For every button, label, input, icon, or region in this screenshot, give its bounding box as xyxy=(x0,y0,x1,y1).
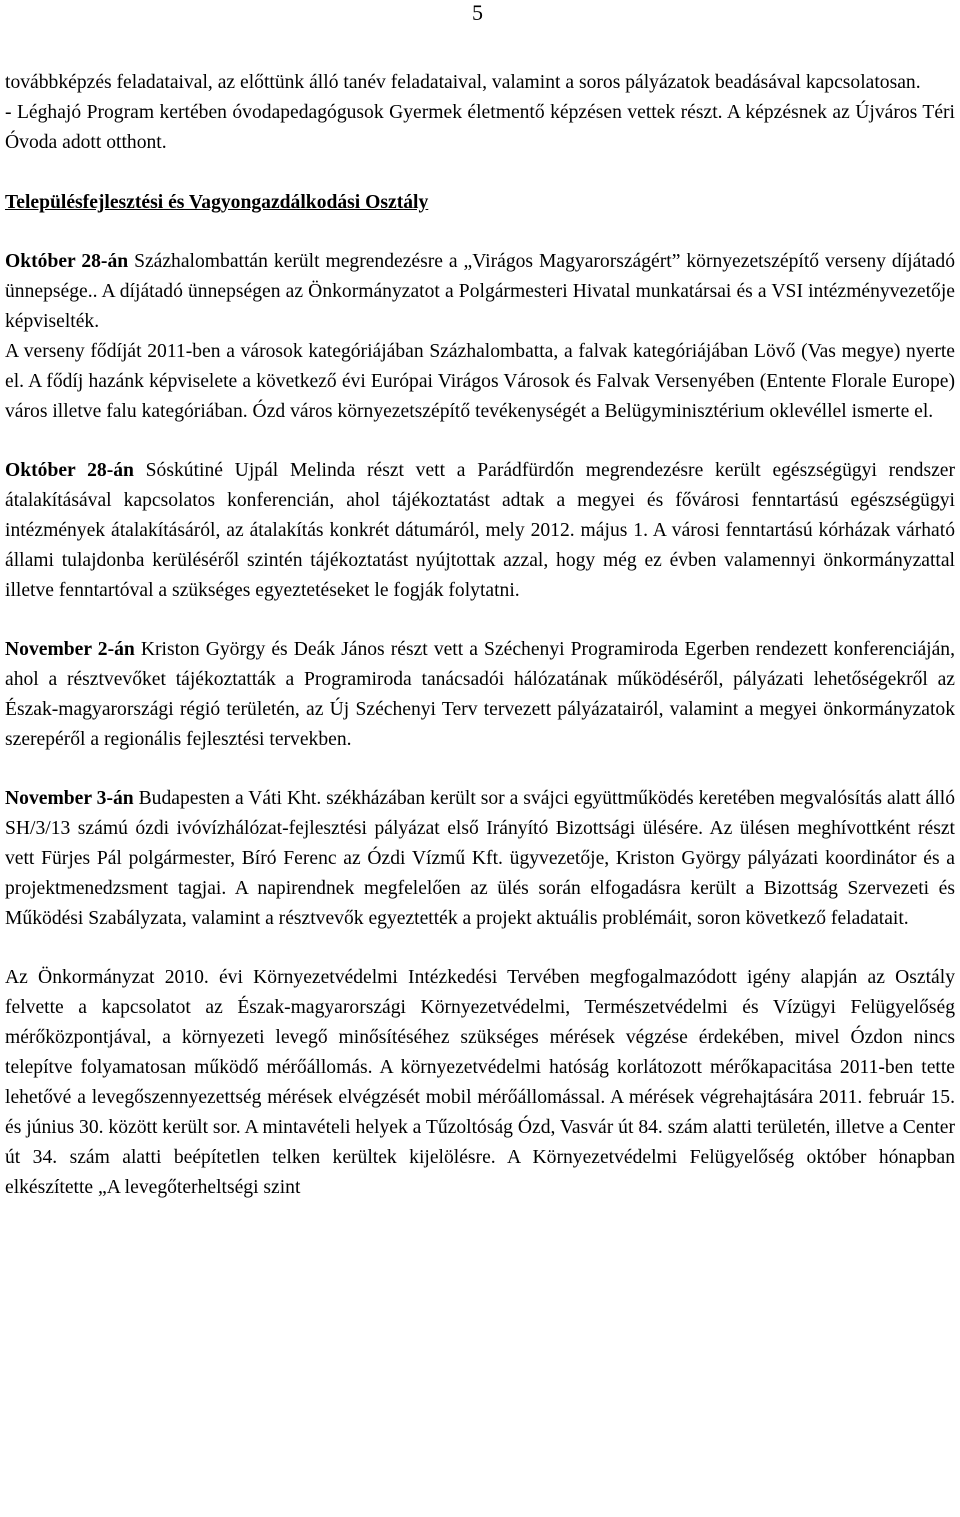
paragraph-date: Október 28-án xyxy=(5,251,129,272)
paragraph-oct28-virágos-continued: A verseny fődíját 2011-ben a városok kategóriájában Százhalombatta, a falvak kategóriájában Lövő (Vas megye) nyerte el. A fődíj hazánk képviselete a következő évi Európai Virágos Városok és Falvak Versenyében (Entente Florale Europe) város illetve falu kategóriában. Ózd város környezetszépítő tevékenységét a Belügyminisztérium oklevéllel ismerte el. xyxy=(5,341,955,422)
paragraph-text: Budapesten a Váti Kht. székházában került sor a svájci együttműködés keretében megvalósítás alatt álló SH/3/13 számú ózdi ivóvízhálózat-fejlesztési pályázat első Irányító Bizottsági ülésére. Az ülésen meghívottként részt vett Fürjes Pál polgármester, Bíró Ferenc az Ózdi Vízmű Kft. ügyvezetője, Kriston György pályázati koordinátor és a projektmenedzsment tagjai. A napirendnek megfelelően az ülés során elfogadásra került a Bizottság Szervezeti és Működési Szabályzata, valamint a résztvevők egyeztették a projekt aktuális problémáit, soron következő feladatait. xyxy=(5,788,955,929)
paragraph-text: Százhalombattán került megrendezésre a „Virágos Magyarországért” környezetszépítő verseny díjátadó ünnepsége.. A díjátadó ünnepségen az Önkormányzatot a Polgármesteri Hivatal munkatársai és a VSI intézményvezetője képviselték. xyxy=(5,251,955,332)
paragraph-kornyezetvedelem: Az Önkormányzat 2010. évi Környezetvédelmi Intézkedési Tervében megfogalmazódott igény alapján az Osztály felvette a kapcsolatot az Észak-magyarországi Környezetvédelmi, Természetvédelmi és Vízügyi Felügyelőség mérőközpontjával, a környezeti levegő minősítéséhez szükséges mérések végzése érdekében, mivel Ózdon nincs telepítve folyamatosan működő mérőállomás. A környezetvédelmi hatóság korlátozott mérőkapacitása 2011-ben tette lehetővé a levegőszennyezettség mérések elvégzését mobil mérőállomással. A mérések végrehajtására 2011. február 15. és június 30. között került sor. A mintavételi helyek a Tűzoltóság Ózd, Vasvár út 84. szám alatti területén, illetve a Center út 34. szám alatti beépítetlen telken kerültek kijelölésre. A Környezetvédelmi Felügyelőség október hónapban elkészítette „A levegőterheltségi szint xyxy=(5,967,955,1198)
paragraph-date: Október 28-án xyxy=(5,460,134,481)
paragraph-nov2 xyxy=(5,635,955,755)
paragraph-text: Kriston György és Deák János részt vett a Széchenyi Programiroda Egerben rendezett konferenciáján, ahol a résztvevőket tájékoztatták a Programiroda tanácsadói hálózatának működéséről, pályázati lehetőségekről az Észak-magyarországi régió területén, az Új Széchenyi Terv tervezett pályázatairól, valamint a megyei önkormányzatok szerepéről a regionális fejlesztési tervekben. xyxy=(5,639,955,750)
paragraph-text: Sóskútiné Ujpál Melinda részt vett a Parádfürdőn megrendezésre került egészségügyi rendszer átalakításával kapcsolatos konferencián, ahol tájékoztatást adtak a megyei és fővárosi fenntartású egészségügyi intézmények átalakításáról, az átalakítás konkrét dátumáról, mely 2012. május 1. A városi fenntartású kórházak várható állami tulajdonba kerüléséről szintén tájékoztatást nyújtottak azzal, hogy még ez évben valamennyi önkormányzattal illetve fenntartóval a szükséges egyeztetéseket le fogják folytatni. xyxy=(5,460,955,601)
intro-paragraph-2: - Léghajó Program kertében óvodapedagógusok Gyermek életmentő képzésen vettek részt. A képzésnek az Újváros Téri Óvoda adott otthont. xyxy=(5,102,955,153)
intro-paragraph-1: továbbképzés feladataival, az előttünk álló tanév feladataival, valamint a soros pályázatok beadásával kapcsolatosan. xyxy=(5,72,921,93)
paragraph-nov3 xyxy=(5,784,955,934)
document-body xyxy=(5,68,955,1203)
paragraph-date: November 2-án xyxy=(5,639,135,660)
page-header xyxy=(0,0,960,28)
page-number: 5 xyxy=(472,0,483,25)
paragraph-oct28-virágos xyxy=(5,247,955,337)
section-title: Településfejlesztési és Vagyongazdálkodási Osztály xyxy=(5,192,429,213)
paragraph-oct28-egeszsegugy xyxy=(5,456,955,606)
paragraph-date: November 3-án xyxy=(5,788,134,809)
